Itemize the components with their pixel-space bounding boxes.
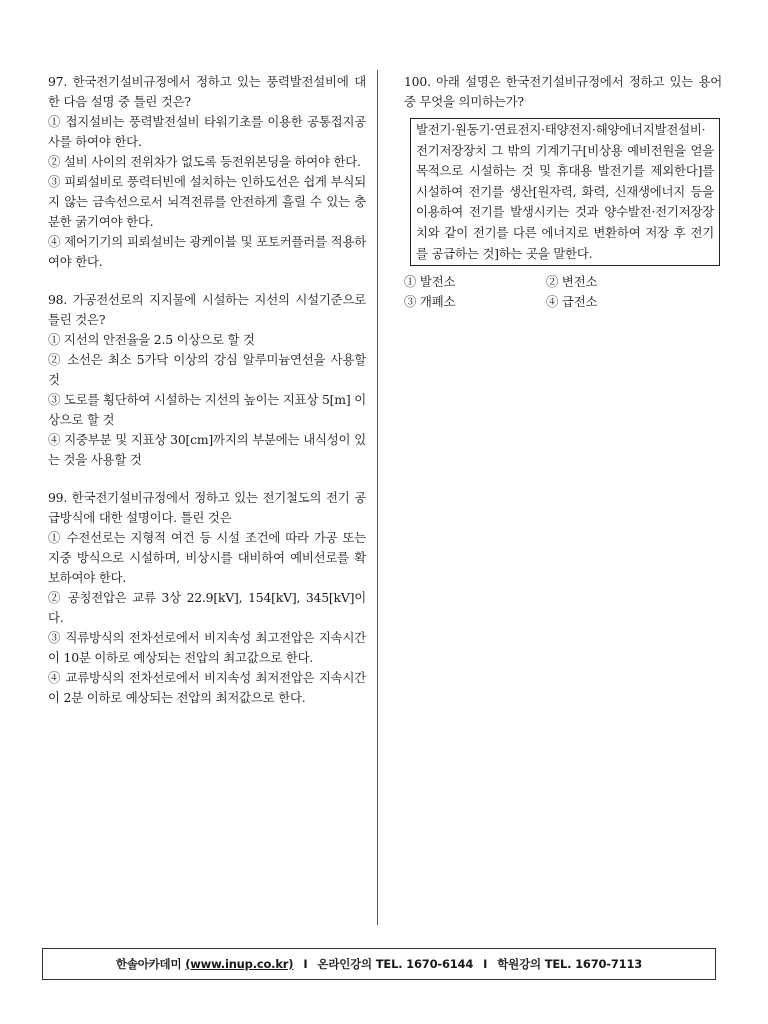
question-97-option-3: ③ 피뢰설비로 풍력터빈에 설치하는 인하도선은 쉽게 부식되지 않는 금속선으로서 뇌격전류를 안전하게 흘릴 수 있는 충분한 굵기여야 한다.: [48, 174, 366, 229]
question-98-option-1: ① 지선의 안전율을 2.5 이상으로 할 것: [48, 332, 255, 347]
footer-separator-2: I: [483, 957, 488, 971]
question-100-definition-box: 발전기·원동기·연료전지·태양전지·해양에너지발전설비·전기저장장치 그 밖의 기계기구[비상용 예비전원을 얻을 목적으로 시설하는 것 및 휴대용 발전기를 제외한다]를 시설하여 전기를 생산[원자력, 화력, 신재생에너지 등을 이용하여 전기를 발생시키는 것과 양수발전·전기저장장치와 같이 전기를 다른 에너지로 변환하여 저장 후 전기를 공급하는 것]하는 곳을 말한다.: [410, 118, 720, 266]
footer-separator-1: I: [303, 957, 308, 971]
left-column: [48, 72, 366, 726]
question-98: [48, 290, 366, 470]
question-100-option-4: ④ 급전소: [546, 294, 598, 310]
question-100-option-2: ② 변전소: [546, 274, 598, 290]
question-98-option-4: ④ 지중부분 및 지표상 30[cm]까지의 부분에는 내식성이 있는 것을 사용할 것: [48, 432, 366, 467]
question-98-option-2: ② 소선은 최소 5가닥 이상의 강심 알루미늄연선을 사용할 것: [48, 352, 366, 387]
question-99-option-4: ④ 교류방식의 전차선로에서 비지속성 최저전압은 지속시간이 2분 이하로 예상되는 전압의 최저값으로 한다.: [48, 670, 366, 705]
question-99-option-1: ① 수전선로는 지형적 여건 등 시설 조건에 따라 가공 또는 지중 방식으로 시설하며, 비상시를 대비하여 예비선로를 확보하여야 한다.: [48, 530, 366, 585]
question-100: [404, 72, 722, 312]
question-99-option-2: ② 공칭전압은 교류 3상 22.9[kV], 154[kV], 345[kV]이다.: [48, 590, 366, 625]
question-100-option-1: ① 발전소: [404, 274, 456, 290]
footer-website-link[interactable]: (www.inup.co.kr): [185, 957, 294, 971]
page-footer: [42, 948, 716, 980]
question-100-choices: [404, 272, 722, 312]
question-97-option-2: ② 설비 사이의 전위차가 없도록 등전위본딩을 하여야 한다.: [48, 154, 361, 169]
footer-online-phone: 온라인강의 TEL. 1670-6144: [317, 957, 474, 971]
question-100-stem: 100. 아래 설명은 한국전기설비규정에서 정하고 있는 용어 중 무엇을 의미하는가?: [404, 74, 722, 109]
question-98-stem: 98. 가공전선로의 지지물에 시설하는 지선의 시설기준으로 틀린 것은?: [48, 292, 366, 327]
footer-academy-name: 한솔아카데미: [115, 957, 182, 971]
question-98-option-3: ③ 도로를 횡단하여 시설하는 지선의 높이는 지표상 5[m] 이상으로 할 것: [48, 392, 366, 427]
footer-offline-phone: 학원강의 TEL. 1670-7113: [497, 957, 643, 971]
column-divider: [377, 70, 378, 925]
question-97-option-1: ① 접지설비는 풍력발전설비 타워기초를 이용한 공통접지공사를 하여야 한다.: [48, 114, 366, 149]
question-99-option-3: ③ 직류방식의 전차선로에서 비지속성 최고전압은 지속시간이 10분 이하로 예상되는 전압의 최고값으로 한다.: [48, 630, 366, 665]
question-97-option-4: ④ 제어기기의 피뢰설비는 광케이블 및 포토커플러를 적용하여야 한다.: [48, 234, 366, 269]
question-97: [48, 72, 366, 272]
question-100-option-3: ③ 개폐소: [404, 294, 456, 310]
question-97-stem: 97. 한국전기설비규정에서 정하고 있는 풍력발전설비에 대한 다음 설명 중 틀린 것은?: [48, 74, 366, 109]
question-99: [48, 488, 366, 708]
right-column: [404, 72, 722, 330]
question-99-stem: 99. 한국전기설비규정에서 정하고 있는 전기철도의 전기 공급방식에 대한 설명이다. 틀린 것은: [48, 490, 366, 525]
